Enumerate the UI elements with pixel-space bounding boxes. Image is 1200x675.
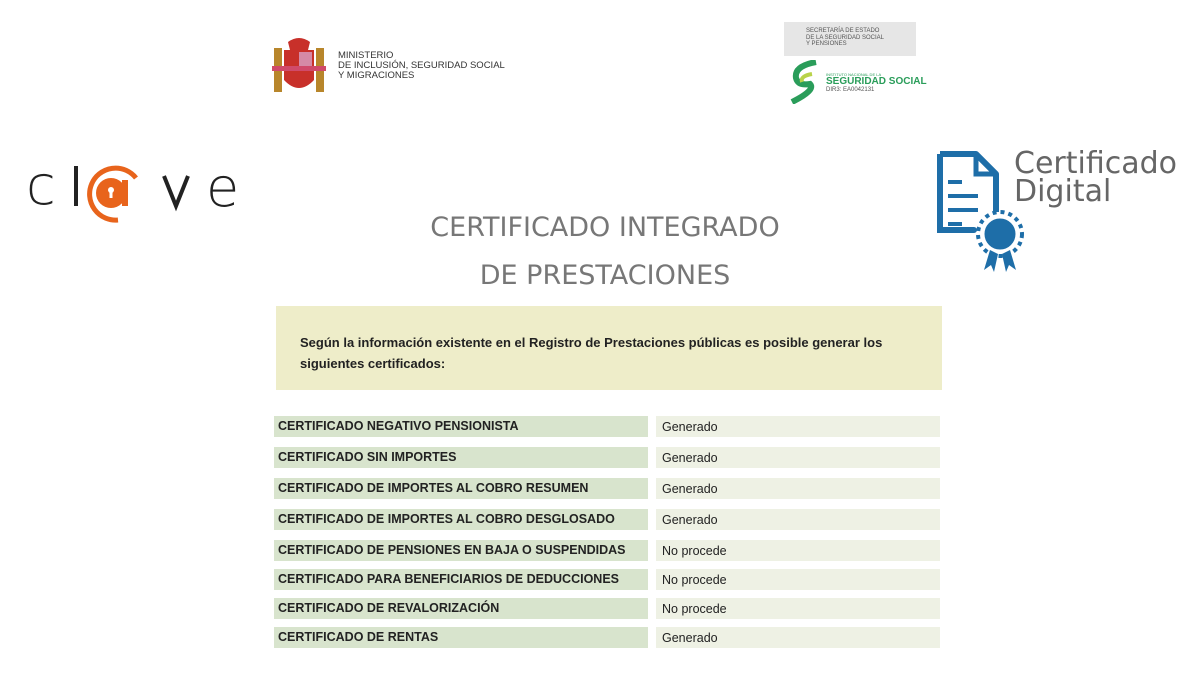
certificate-name: CERTIFICADO DE IMPORTES AL COBRO RESUMEN [274,478,648,499]
certificate-name: CERTIFICADO DE PENSIONES EN BAJA O SUSPENDIDAS [274,540,648,561]
certificate-status: Generado [656,509,940,530]
secretaria-box [784,22,916,56]
page-title-line1: CERTIFICADO INTEGRADO [430,212,780,243]
certificate-status: No procede [656,598,940,619]
inss-small: INSTITUTO NACIONAL DE LA [826,71,882,77]
page-title-line2: DE PRESTACIONES [479,260,731,291]
secretaria-line2: DE LA SEGURIDAD SOCIAL [806,34,885,41]
certificate-row [274,416,940,437]
coat-of-arms-icon [270,36,328,96]
certificate-name: CERTIFICADO NEGATIVO PENSIONISTA [274,416,648,437]
cert-logo-line2: Digital [1014,174,1112,209]
certificate-name: CERTIFICADO DE IMPORTES AL COBRO DESGLOSADO [274,509,648,530]
certificate-row [274,540,940,561]
ministry-line2: DE INCLUSIÓN, SEGURIDAD SOCIAL [338,60,505,71]
certificate-row [274,627,940,648]
seguridad-social-icon [786,60,822,104]
cert-logo-line1: Certificado [1014,146,1178,181]
certificate-row [274,447,940,468]
inss-logo [786,60,927,104]
inss-name: SEGURIDAD SOCIAL [826,75,927,87]
certificate-row [274,478,940,499]
secretaria-line3: Y PENSIONES [806,41,847,47]
certificate-status: Generado [656,416,940,437]
certificate-status: Generado [656,447,940,468]
certificate-name: CERTIFICADO SIN IMPORTES [274,447,648,468]
certificate-status: Generado [656,478,940,499]
svg-text:c: c [26,154,70,217]
ministry-line1: MINISTERIO [338,50,394,61]
certificate-status: Generado [656,627,940,648]
certificate-name: CERTIFICADO PARA BENEFICIARIOS DE DEDUCCIONES [274,569,648,590]
certificate-row [274,569,940,590]
inss-dir: DIR3: EA0042131 [826,86,875,93]
certificate-row [274,598,940,619]
svg-text:e: e [206,156,254,219]
certificate-name: CERTIFICADO DE REVALORIZACIÓN [274,598,648,619]
secretaria-line1: SECRETARÍA DE ESTADO [806,28,880,34]
certificate-status: No procede [656,540,940,561]
certificate-name: CERTIFICADO DE RENTAS [274,627,648,648]
ministry-logo [270,36,505,96]
certificate-row [274,509,940,530]
ministry-line3: Y MIGRACIONES [338,70,415,81]
info-message: Según la información existente en el Registro de Prestaciones públicas es posible generar los siguientes certificados: [276,306,942,390]
certificate-status: No procede [656,569,940,590]
